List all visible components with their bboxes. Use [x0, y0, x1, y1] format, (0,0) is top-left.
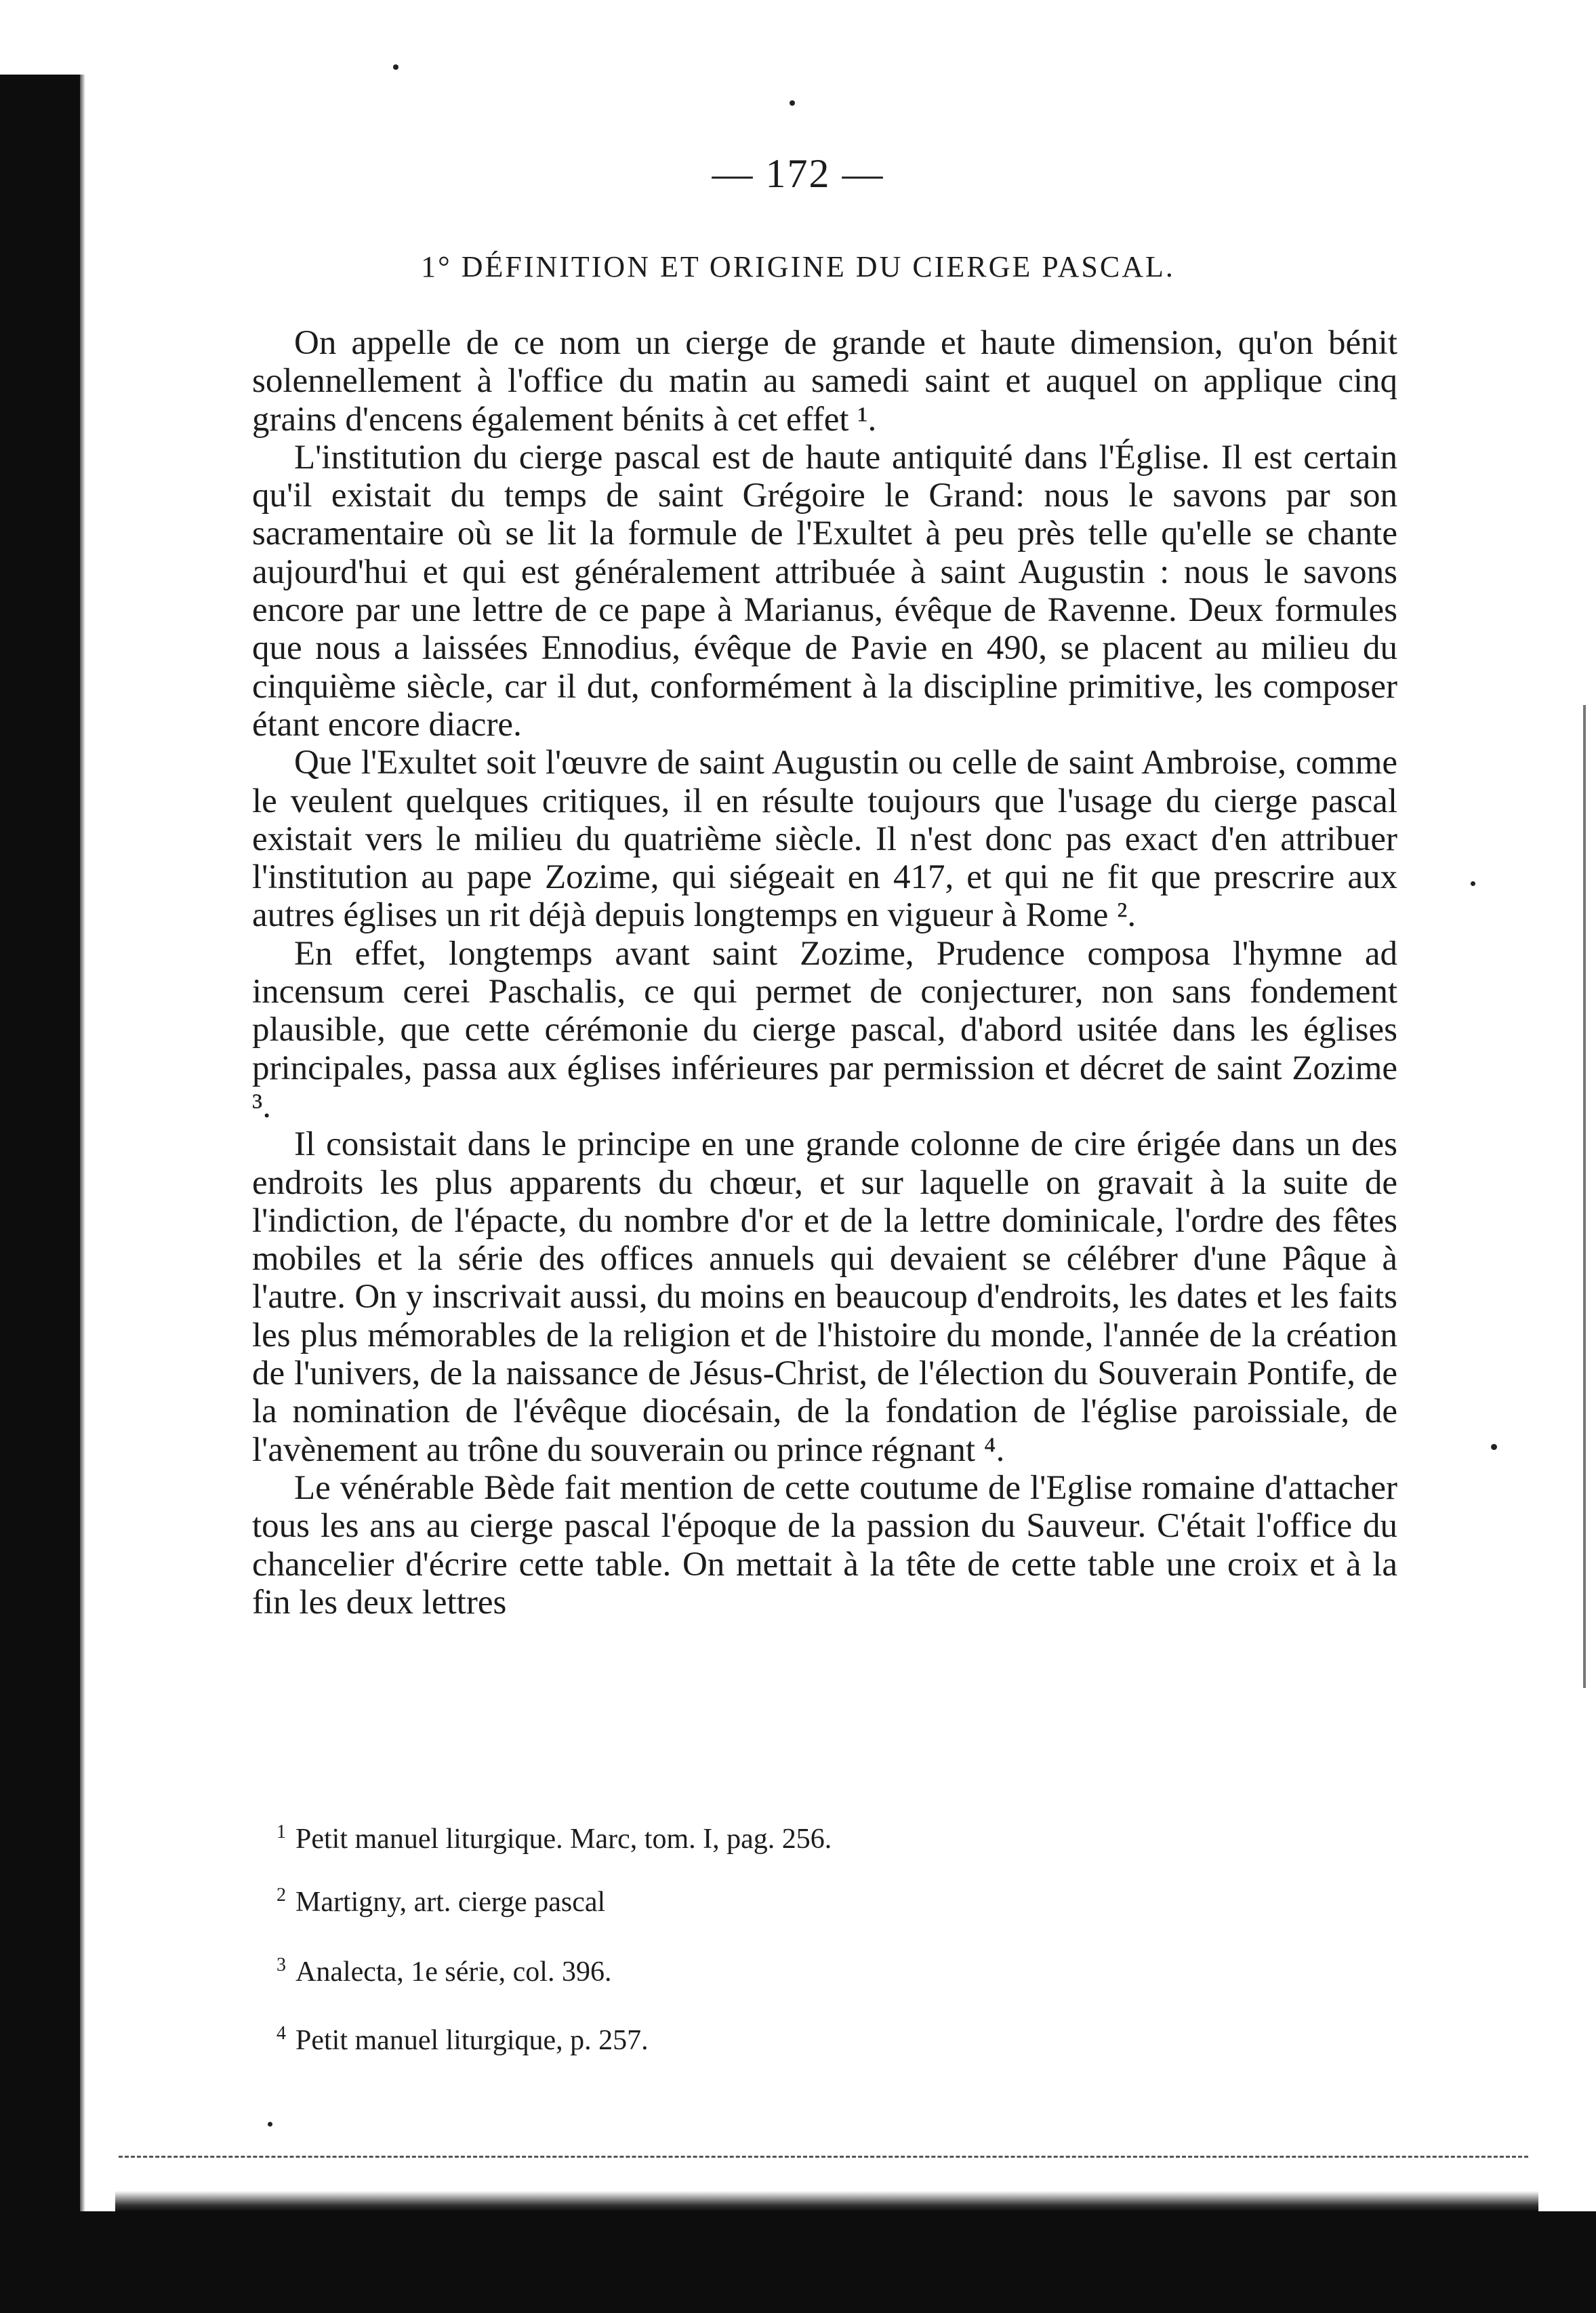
footnote [277, 1885, 605, 1918]
scan-shadow-bottom [0, 2211, 1596, 2313]
scan-dashed-rule [119, 2156, 1528, 2158]
footnote-text: Martigny, art. cierge pascal [295, 1887, 606, 1918]
footnote-text: Petit manuel liturgique, p. 257. [295, 2025, 649, 2056]
scan-speck [393, 64, 398, 70]
footnote-number: 1 [277, 1822, 286, 1843]
footnote [277, 1822, 832, 1855]
scan-shadow-left [0, 75, 80, 2313]
paragraph: On appelle de ce nom un cierge de grande et haute dimension, qu'on bénit solennellement à l'office du matin au samedi saint et auquel on applique cinq grains d'encens également bénits à cet effet ¹. [252, 324, 1397, 439]
footnote [277, 1954, 611, 1988]
scan-speck [1471, 881, 1475, 886]
scan-speck [1491, 1444, 1497, 1450]
footnote-text: Analecta, 1e série, col. 396. [295, 1956, 612, 1988]
footnote [277, 2023, 649, 2057]
paragraph: Le vénérable Bède fait mention de cette coutume de l'Eglise romaine d'attacher tous les ans au cierge pascal l'époque de la passion du Sauveur. C'était l'office du chancelier d'écrire cette table. On mettait à la tête de cette table une croix et à la fin les deux lettres [252, 1468, 1397, 1622]
scan-right-edge-line [1583, 705, 1586, 1688]
paragraph: Que l'Exultet soit l'œuvre de saint Augustin ou celle de saint Ambroise, comme le veulent quelques critiques, il en résulte toujours que l'usage du cierge pascal existait vers le milieu du quatrième siècle. Il n'est donc pas exact d'en attribuer l'institution au pape Zozime, qui siégeait en 417, et qui ne fit que prescrire aux autres églises un rit déjà depuis longtemps en vigueur à Rome ². [252, 744, 1397, 935]
footnote-number: 2 [277, 1885, 286, 1906]
paragraph: L'institution du cierge pascal est de haute antiquité dans l'Église. Il est certain qu'il existait du temps de saint Grégoire le Grand: nous le savons par son sacramentaire où se lit la formule de l'Exultet à peu près telle qu'elle se chante aujourd'hui et qui est généralement attribuée à saint Augustin : nous le savons encore par une lettre de ce pape à Marianus, évêque de Ravenne. Deux formules que nous a laissées Ennodius, évêque de Pavie en 490, se placent au milieu du cinquième siècle, car il dut, conformément à la discipline primitive, les composer étant encore diacre. [252, 438, 1397, 744]
body-text [252, 324, 1397, 1622]
scan-speck [790, 100, 795, 106]
scan-shadow-bottom-fade [115, 2191, 1538, 2211]
paragraph: En effet, longtemps avant saint Zozime, Prudence composa l'hymne ad incensum cerei Paschalis, ce qui permet de conjecturer, non sans fondement plausible, que cette cérémonie du cierge pascal, d'abord usitée dans les églises principales, passa aux églises inférieures par permission et décret de saint Zozime ³. [252, 934, 1397, 1125]
footnote-number: 3 [277, 1954, 286, 1975]
footnote-number: 4 [277, 2023, 286, 2044]
paragraph: Il consistait dans le principe en une grande colonne de cire érigée dans un des endroits les plus apparents du chœur, et sur laquelle on gravait à la suite de l'indiction, de l'épacte, du nombre d'or et de la lettre dominicale, l'ordre des fêtes mobiles et la série des offices annuels qui devaient se célébrer d'une Pâque à l'autre. On y inscrivait aussi, du moins en beaucoup d'endroits, les dates et les faits les plus mémorables de la religion et de l'histoire du monde, l'année de la création de l'univers, de la naissance de Jésus-Christ, de l'élection du Souverain Pontife, de la nomination de l'évêque diocésain, de la fondation de l'église paroissiale, de l'avènement au trône du souverain ou prince régnant ⁴. [252, 1125, 1397, 1469]
page-number: — 172 — [712, 151, 884, 196]
scan-shadow-left-edge [80, 75, 85, 2313]
scan-speck [268, 2122, 272, 2127]
section-heading: 1° DÉFINITION ET ORIGINE DU CIERGE PASCAL. [421, 250, 1175, 283]
footnote-text: Petit manuel liturgique. Marc, tom. I, pag. 256. [295, 1824, 832, 1855]
